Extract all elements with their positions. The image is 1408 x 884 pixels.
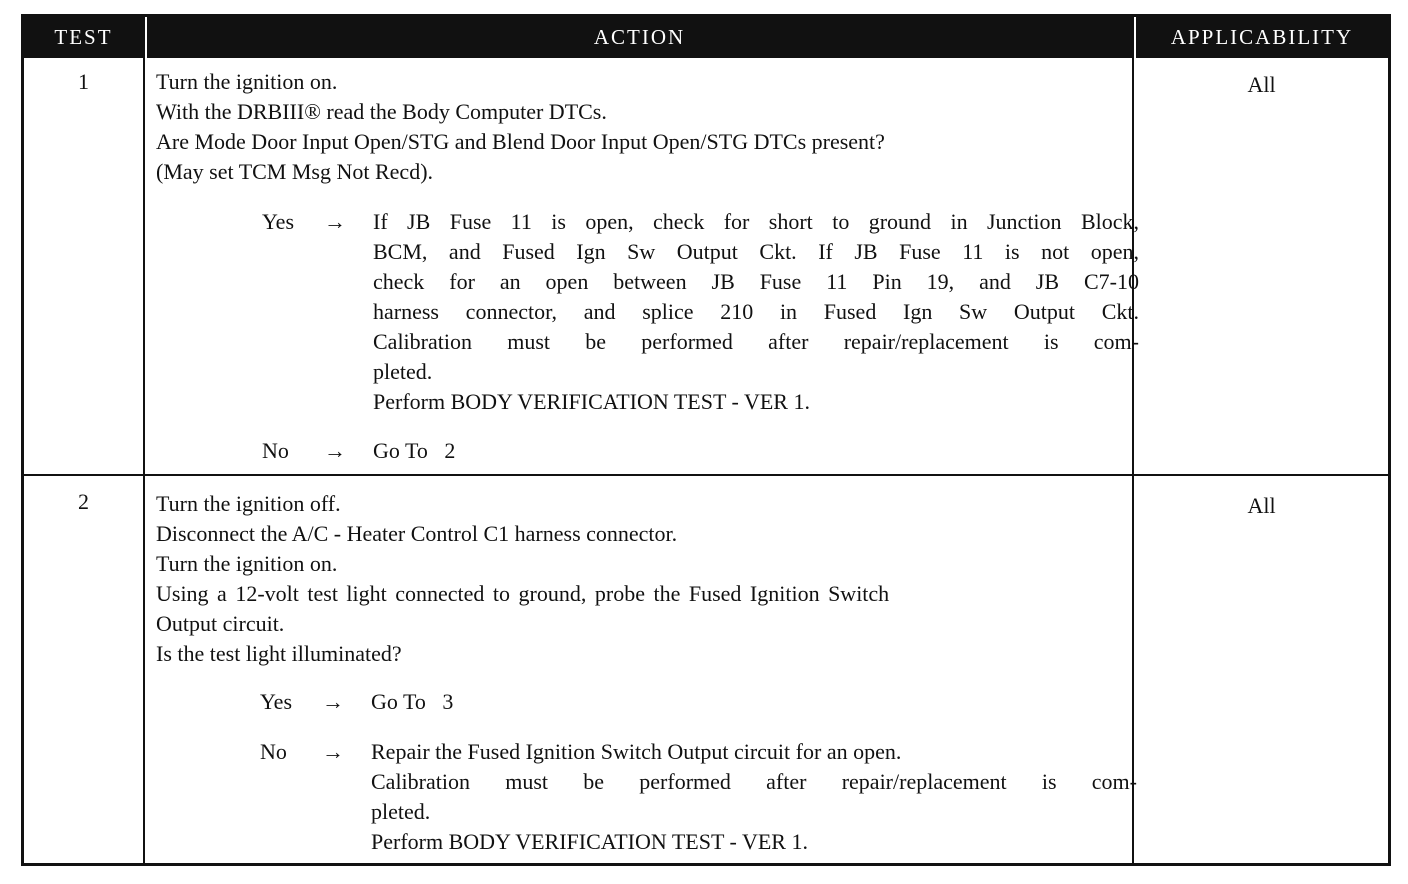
step-line: Are Mode Door Input Open/STG and Blend Door Input Open/STG DTCs present? (156, 129, 885, 154)
arrow-right-icon: → (324, 209, 346, 234)
step-line: Disconnect the A/C - Heater Control C1 harness connector. (156, 521, 678, 546)
response-line: harness connector, and splice 210 in Fused Ign Sw Output Ckt. (373, 299, 1139, 324)
applicability-value: All (1247, 493, 1276, 518)
applicability-value: All (1247, 72, 1276, 97)
test-number: 2 (78, 489, 89, 514)
column-divider (143, 17, 145, 866)
arrow-right-icon: → (322, 689, 344, 714)
row-divider (24, 474, 1391, 476)
arrow-right-icon: → (324, 438, 346, 463)
no-label: No (260, 739, 287, 764)
header-applicability: APPLICABILITY (1136, 17, 1388, 58)
step-line: Turn the ignition on. (156, 551, 338, 576)
arrow-right-icon: → (322, 739, 344, 764)
response-line: pleted. (371, 799, 431, 824)
step-line: (May set TCM Msg Not Recd). (156, 159, 434, 184)
header-action: ACTION (147, 17, 1132, 58)
response-line: Go To 2 (373, 438, 456, 463)
test-number: 1 (78, 69, 89, 94)
step-line: With the DRBIII® read the Body Computer DTCs. (156, 99, 607, 124)
step-line: Using a 12-volt test light connected to ground, probe the Fused Ignition Switch (156, 581, 890, 606)
response-line: Perform BODY VERIFICATION TEST - VER 1. (371, 829, 808, 854)
response-line: BCM, and Fused Ign Sw Output Ckt. If JB Fuse 11 is not open, (373, 239, 1139, 264)
response-line: Go To 3 (371, 689, 454, 714)
diagnostic-test-table (21, 14, 1391, 866)
response-line: check for an open between JB Fuse 11 Pin 19, and JB C7-10 (373, 269, 1139, 294)
yes-label: Yes (262, 209, 295, 234)
header-test: TEST (24, 17, 143, 58)
response-line: If JB Fuse 11 is open, check for short to ground in Junction Block, (373, 209, 1139, 234)
response-line: Perform BODY VERIFICATION TEST - VER 1. (373, 389, 810, 414)
step-line: Turn the ignition off. (156, 491, 341, 516)
response-line: Calibration must be performed after repair/replacement is com- (371, 769, 1137, 794)
step-line: Turn the ignition on. (156, 69, 338, 94)
step-line: Is the test light illuminated? (156, 641, 402, 666)
response-line: Calibration must be performed after repair/replacement is com- (373, 329, 1139, 354)
response-line: pleted. (373, 359, 433, 384)
response-line: Repair the Fused Ignition Switch Output circuit for an open. (371, 739, 902, 764)
no-label: No (262, 438, 289, 463)
yes-label: Yes (260, 689, 293, 714)
step-line: Output circuit. (156, 611, 285, 636)
